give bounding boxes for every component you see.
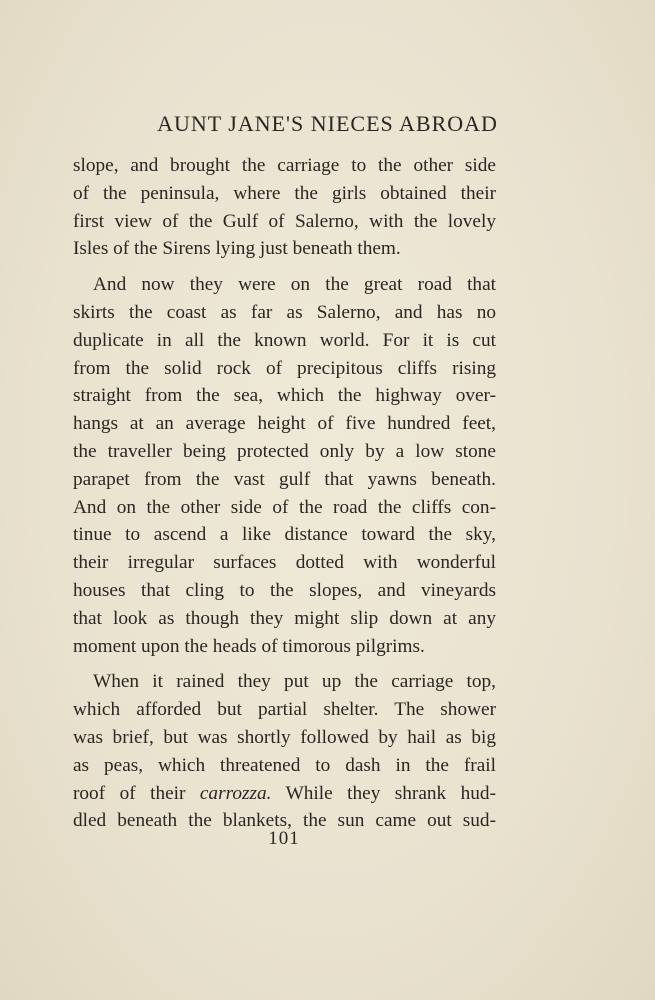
- text-line: hangs at an average height of five hundred feet,: [73, 413, 496, 435]
- text-line: [73, 780, 496, 808]
- text-line: first view of the Gulf of Salerno, with the lovely: [73, 210, 496, 232]
- text-line: dled beneath the blankets, the sun came out sud-: [73, 810, 496, 832]
- text-segment: roof of their: [73, 782, 200, 804]
- running-head: AUNT JANE'S NIECES ABROAD: [157, 111, 498, 136]
- text-line: which afforded but partial shelter. The shower: [73, 699, 496, 721]
- text-line: skirts the coast as far as Salerno, and has no: [73, 301, 496, 323]
- text-line: as peas, which threatened to dash in the frail: [73, 754, 496, 776]
- italic-word: carrozza.: [199, 782, 272, 804]
- paragraph-1: [73, 152, 496, 263]
- paragraph-3: [73, 668, 496, 835]
- text-line: houses that cling to the slopes, and vineyards: [73, 579, 496, 601]
- text-line: slope, and brought the carriage to the other side: [73, 155, 496, 176]
- text-line: When it rained they put up the carriage top,: [93, 671, 496, 693]
- text-line: parapet from the vast gulf that yawns beneath.: [73, 468, 496, 490]
- text-line: duplicate in all the known world. For it is cut: [73, 329, 496, 351]
- body-text: [73, 152, 496, 835]
- text-line: of the peninsula, where the girls obtained their: [73, 182, 496, 204]
- text-line: And on the other side of the road the cliffs con-: [73, 496, 496, 518]
- text-line: Isles of the Sirens lying just beneath them.: [73, 238, 401, 260]
- page-number: 101: [268, 828, 300, 849]
- text-line: from the solid rock of precipitous cliffs rising: [73, 357, 496, 379]
- text-line: that look as though they might slip down at any: [73, 607, 496, 629]
- text-line: their irregular surfaces dotted with wonderful: [73, 552, 496, 574]
- text-line: moment upon the heads of timorous pilgrims.: [73, 635, 425, 657]
- text-line: And now they were on the great road that: [93, 274, 496, 296]
- text-line: tinue to ascend a like distance toward the sky,: [73, 524, 496, 546]
- text-line: was brief, but was shortly followed by hail as big: [73, 726, 496, 748]
- text-segment: While they shrank hud-: [271, 782, 496, 804]
- text-line: the traveller being protected only by a low stone: [73, 440, 496, 462]
- paragraph-2: [73, 271, 496, 660]
- text-line: straight from the sea, which the highway over-: [73, 385, 496, 407]
